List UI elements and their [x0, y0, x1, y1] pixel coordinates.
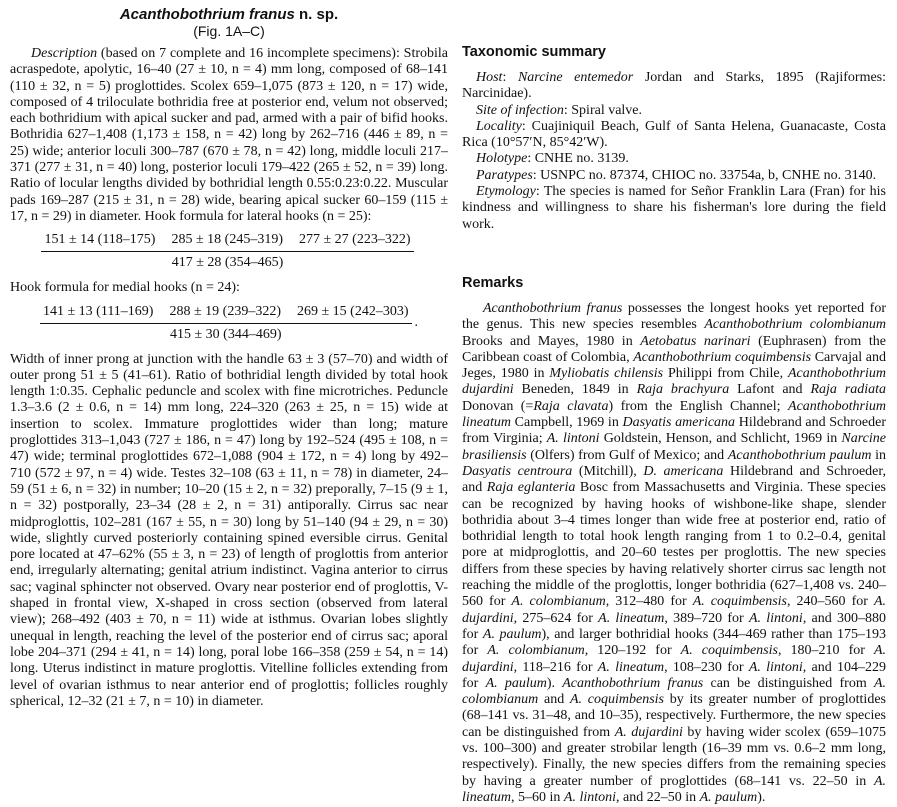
lateral-hook-term-1: 151 ± 14 (118–175): [44, 232, 156, 248]
species-name: Acanthobothrium franus: [119, 6, 295, 23]
description-paragraph: Description (based on 7 complete and 16 incomplete specimens): Strobila acraspedote, apolytic, 16–40 (27 ± 10, n = 4) mm long, composed of 68–141 (110 ± 32, n = 5) proglottides. Scolex 659–1,075 (873 ± 120, n = 17) wide, composed of 4 triloculate bothridia free at posterior end, velum not observed; each bothridium with apical sucker and pad, armed with a pair of bifid hooks. Bothridia 627–1,408 (1,173 ± 158, n = 42) long by 262–716 (446 ± 89, n = 25) wide; anterior loculi 300–787 (670 ± 78, n = 42) long, middle loculi 217–371 (277 ± 31, n = 40) long, posterior loculi 179–422 (265 ± 52, n = 39) long. Ratio of locular lengths divided by bothridial length 0.55:0.23:0.22. Muscular pads 169–287 (215 ± 31, n = 28) wide, bearing apical sucker 60–159 (115 ± 17, n = 29) in diameter. Hook formula for lateral hooks (n = 25):: [10, 46, 448, 224]
lateral-hook-term-3: 277 ± 27 (223–322): [299, 232, 411, 248]
medial-hook-numerator: [40, 304, 412, 324]
remarks-heading: Remarks: [462, 274, 524, 291]
left-column: [10, 6, 448, 807]
medial-hook-term-2: 288 ± 19 (239–322): [169, 303, 281, 319]
holotype-entry: Holotype: CNHE no. 3139.: [476, 151, 629, 167]
medial-hook-denominator: 415 ± 30 (344–469): [169, 326, 282, 342]
right-column: [462, 6, 886, 807]
lateral-hook-term-2: 285 ± 18 (245–319): [171, 232, 283, 248]
medial-formula-suffix: .: [414, 315, 418, 331]
taxonomic-summary-heading: Taxonomic summary: [462, 44, 606, 60]
host-entry: Host: Narcine entemedor Jordan and Starks, 1895 (Rajiformes: Narcinidae).: [462, 70, 887, 102]
lateral-hook-fraction: [41, 232, 413, 271]
medial-hook-fraction: [40, 304, 412, 343]
paratypes-entry: Paratypes: USNPC no. 87374, CHIOC no. 33754a, b, CNHE no. 3140.: [476, 167, 877, 183]
title-block: [10, 6, 448, 39]
site-of-infection-entry: Site of infection: Spiral valve.: [476, 102, 643, 118]
medial-hook-intro: Hook formula for medial hooks (n = 24):: [10, 280, 240, 296]
etymology-entry: Etymology: The species is named for Señor Franklin Lara (Fran) for his kindness and willingness to share his fisherman's lore during the field work.: [462, 184, 886, 232]
lateral-hook-formula: [10, 232, 448, 271]
medial-hook-formula: [10, 304, 448, 343]
figure-reference: (Fig. 1A–C): [193, 23, 265, 39]
locality-entry: Locality: Cuajiniquil Beach, Gulf of Santa Helena, Guanacaste, Costa Rica (10°57′N, 85°42′W).: [462, 118, 886, 151]
species-designation: n. sp.: [294, 6, 339, 23]
lateral-hook-numerator: [41, 232, 413, 252]
description-continued-paragraph: Width of inner prong at junction with the handle 63 ± 3 (57–70) and width of outer prong 51 ± 5 (41–61). Ratio of bothridial length divided by total hook length 1:0.35. Cephalic peduncle and scolex with fine microtriches. Peduncle 1.3–3.6 (2 ± 0.6, n = 14) mm long, 224–320 (263 ± 25, n = 15) wide at insertion to scolex. Immature proglottides wider than long; mature proglottides 313–1,043 (727 ± 186, n = 47) long by 192–524 (495 ± 108, n = 47) wide; terminal proglottides 672–1,088 (904 ± 172, n = 4) long by 492–710 (572 ± 97, n = 4) wide. Testes 32–108 (63 ± 11, n = 78) in diameter, 24–59 (51 ± 6, n = 32) in number; 10–20 (15 ± 2, n = 32) preporally, 7–15 (9 ± 1, n = 32) postporally, 23–34 (28 ± 2, n = 31) antiporally. Cirrus sac near midproglottis, 102–281 (167 ± 55, n = 30) long by 51–140 (94 ± 29, n = 30) wide, slightly curved posteriorly containing spined eversible cirrus. Genital pore located at 47–62% (55 ± 3, n = 23) of length of proglottis from anterior end, irregularly alternating; genital atrium indistinct. Vagina anterior to cirrus sac; vaginal sphincter not observed. Ovary near posterior end of proglottis, V-shaped in frontal view, X-shaped in cross section (observed from lateral view); 268–492 (403 ± 70, n = 11) wide at isthmus. Ovarian lobes slightly unequal in length, reaching the level of the posterior end of cirrus sac; aporal lobe 204–371 (294 ± 41, n = 14) long, poral lobe 166–358 (259 ± 54, n = 14) long. Uterus indistinct in mature proglottis. Vitelline follicles extending from level of ovarian isthmus to near anterior end of proglottis; follicles roughly spherical, 12–32 (21 ± 7, n = 10) in diameter.: [10, 351, 448, 709]
lateral-hook-denominator: 417 ± 28 (354–465): [171, 255, 284, 271]
medial-hook-term-3: 269 ± 15 (242–303): [296, 303, 409, 319]
remarks-paragraph: Acanthobothrium franus possesses the longest hooks yet reported for the genus. This new species resembles Acanthobothrium colombianum Brooks and Mayes, 1980 in Aetobatus narinari (Euphrasen) from the Caribbean coast of Colombia, Acanthobothrium coquimbensis Carvajal and Jeges, 1980 in Myliobatis chilensis Philippi from Chile, Acanthobothrium dujardini Beneden, 1849 in Raja brachyura Lafont and Raja radiata Donovan (=Raja clavata) from the English Channel; Acanthobothrium lineatum Campbell, 1969 in Dasyatis americana Hildebrand and Schroeder from Virginia; A. lintoni Goldstein, Henson, and Schlicht, 1969 in Narcine brasiliensis (Olfers) from Gulf of Mexico; and Acanthobothrium paulum in Dasyatis centroura (Mitchill), D. americana Hildebrand and Schroeder, and Raja eglanteria Bosc from Massachusetts and Virginia. These species can be recognized by having hooks of wishbone-like shape, slender bothridia about 3–4 times longer than wide free at posterior end, ratio of bothridial length to total hook length ranging from 1 to 0.2–0.4, genital pore at midproglottis, and 20–60 testes per proglottis. The new species differs from these species by having relatively shorter cirrus sac length not reaching the middle of the proglottis, longer bothridia (627–1,408 vs. 240–560 for A. colombianum, 312–480 for A. coquimbensis, 240–560 for A. dujardini, 275–624 for A. lineatum, 389–720 for A. lintoni, and 300–880 for A. paulum), and larger bothridial hooks (344–469 rather than 175–193 for A. colombianum, 120–192 for A. coquimbensis, 180–210 for A. dujardini, 118–216 for A. lineatum, 108–230 for A. lintoni, and 104–229 for A. paulum). Acanthobothrium franus can be distinguished from A. colombianum and A. coquimbensis by its greater number of proglottides (68–141 vs. 31–48, and 10–35), respectively. Furthermore, the new species can be distinguished from A. dujardini by having wider scolex (659–1075 vs. 100–300) and greater strobilar length (16–39 mm vs. 0.6–2 mm long, respectively). Finally, the new species differs from the remaining species by having a greater number of proglottides (68–141 vs. 22–50 in A. lineatum, 5–60 in A. lintoni, and 22–50 in A. paulum).: [462, 300, 887, 805]
species-title: [10, 6, 448, 23]
medial-hook-term-1: 141 ± 13 (111–169): [43, 303, 154, 319]
